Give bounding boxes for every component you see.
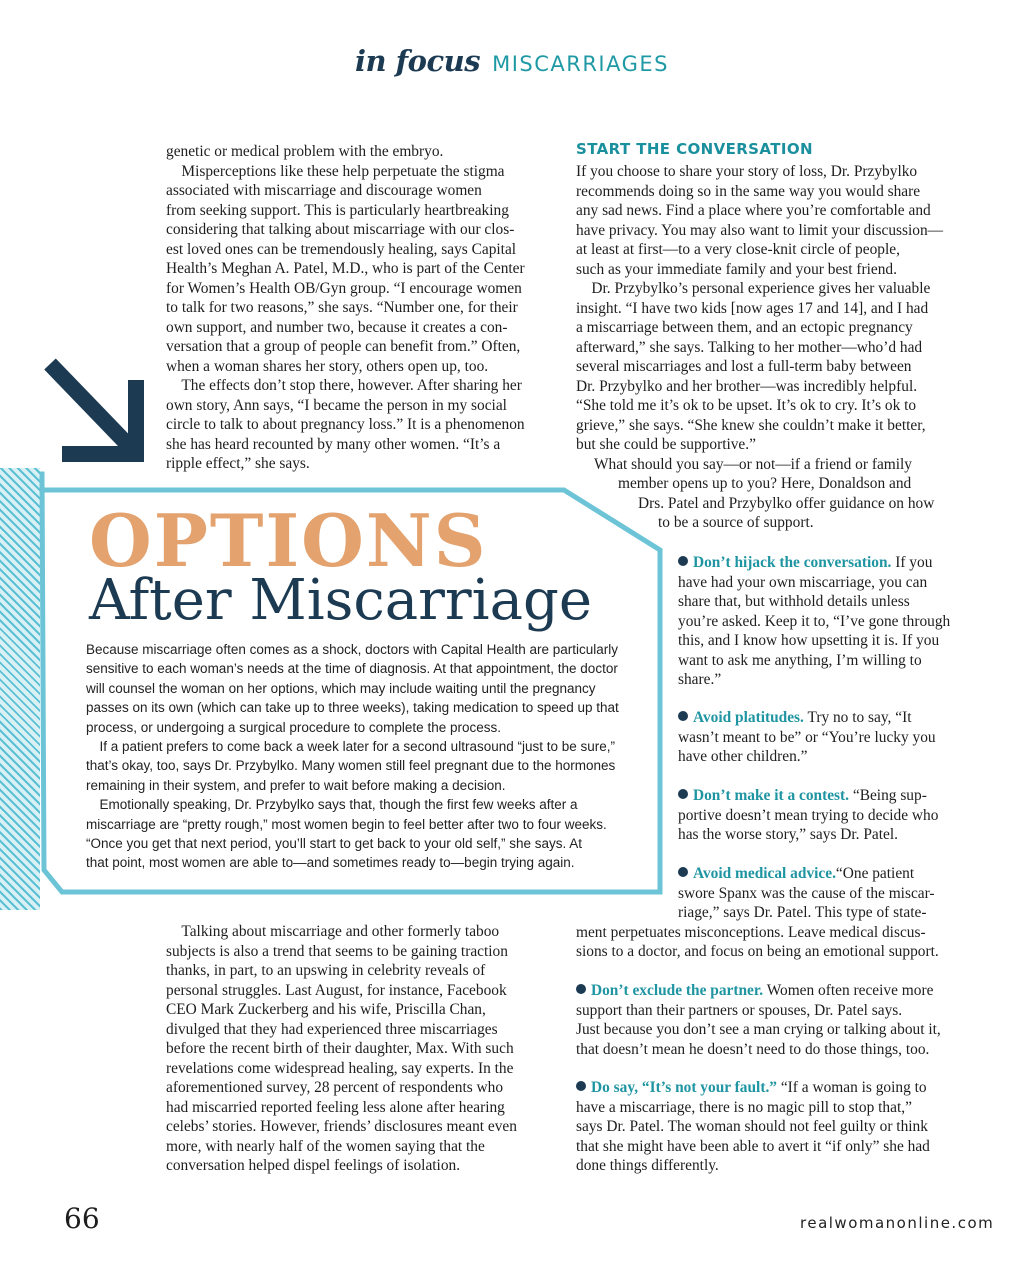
options-body-line: process, or undergoing a surgical procedure to complete the process. xyxy=(86,719,501,735)
text-line: aforementioned survey, 28 percent of respondents who xyxy=(166,1079,504,1096)
website-url: realwomanonline.com xyxy=(800,1214,995,1232)
tip-lead: Don’t exclude the partner. xyxy=(591,982,764,999)
text-line: more, with nearly half of the women saying that the xyxy=(166,1137,485,1155)
tip-line: has the worse story,” says Dr. Patel. xyxy=(678,826,898,843)
tip-line: sions to a doctor, and focus on being an emotional support. xyxy=(576,943,939,960)
page-number: 66 xyxy=(64,1202,100,1235)
tip-lead: Don’t hijack the conversation. xyxy=(693,554,892,571)
options-subtitle: After Miscarriage xyxy=(89,568,592,633)
tip-line: says Dr. Patel. The woman should not feel guilty or think xyxy=(576,1118,928,1135)
text-line: est loved ones can be tremendously healing, says Capital xyxy=(166,240,517,258)
tip-line: have other children.” xyxy=(678,748,808,765)
text-line: personal struggles. Last August, for instance, Facebook xyxy=(166,981,507,999)
tip-line: portive doesn’t mean trying to decide who xyxy=(678,806,939,824)
text-line: recommends doing so in the same way you would share xyxy=(576,182,921,200)
text-line: conversation helped dispel feelings of isolation. xyxy=(166,1157,461,1174)
tip-lead: Avoid medical advice. xyxy=(693,865,836,882)
tip-line: riage,” says Dr. Patel. This type of state- xyxy=(678,904,927,921)
tip-item xyxy=(576,1078,927,1098)
tip-line: support than their partners or spouses, Dr. Patel says. xyxy=(576,1001,903,1019)
text-line: she has heard recounted by many other women. “It’s a xyxy=(166,435,501,453)
page-header xyxy=(0,44,1024,78)
text-line: celebs’ stories. However, friends’ disclosures meant even xyxy=(166,1118,517,1135)
tip-item xyxy=(678,786,927,806)
options-body-line: sensitive to each woman’s needs at the time of diagnosis. At that appointment, the doctor xyxy=(86,661,618,677)
text-line: but she could be supportive.” xyxy=(576,436,756,453)
options-body-line: that’s okay, too, says Dr. Przybylko. Many women still feel pregnant due to the hormones xyxy=(86,758,616,774)
options-body-line: passes on its own (which can take up to three weeks), taking medication to speed up that xyxy=(86,700,619,716)
tip-item xyxy=(678,553,932,573)
tip-line: wasn’t meant to be” or “You’re lucky you xyxy=(678,728,936,746)
options-body-line: Because miscarriage often comes as a shock, doctors with Capital Health are particularly xyxy=(86,642,618,657)
tip-line: Just because you don’t see a man crying or talking about it, xyxy=(576,1021,941,1038)
text-line: grieve,” she says. “She knew she couldn’t make it better, xyxy=(576,416,926,434)
options-body-line: Emotionally speaking, Dr. Przybylko says that, though the first few weeks after a xyxy=(86,797,578,813)
section-topic: MISCARRIAGES xyxy=(492,52,669,76)
tip-line: done things differently. xyxy=(576,1157,719,1174)
text-line: have privacy. You may also want to limit your discussion— xyxy=(576,221,944,239)
text-line: Talking about miscarriage and other formerly taboo xyxy=(166,923,500,940)
text-line: own support, and number two, because it creates a con- xyxy=(166,318,508,336)
tip-lead: Avoid platitudes. xyxy=(693,709,804,726)
tip-line: share that, but withhold details unless xyxy=(678,593,910,610)
tip-item xyxy=(678,708,912,728)
tip-text: If you xyxy=(891,554,933,571)
text-line: from seeking support. This is particularly heartbreaking xyxy=(166,201,509,219)
tip-line: share.” xyxy=(678,671,722,688)
tip-line: this, and I know how upsetting it is. If you xyxy=(678,632,940,649)
text-line: a miscarriage between them, and an ectopic pregnancy xyxy=(576,319,913,336)
text-line: to be a source of support. xyxy=(658,514,814,531)
tip-line: you’re asked. Keep it to, “I’ve gone through xyxy=(678,612,951,630)
options-body-line: “Once you get that next period, you’ll start to get back to your old self,” she says. At xyxy=(86,836,583,851)
bullet-dot-icon xyxy=(576,1081,586,1091)
tip-line: that she might have been able to avert it “if only” she had xyxy=(576,1137,930,1155)
options-title: OPTIONS xyxy=(89,498,488,583)
tip-line: want to ask me anything, I’m willing to xyxy=(678,651,922,669)
options-body-line: remaining in their system, and prefer to wait before making a decision. xyxy=(86,777,506,793)
tip-line: swore Spanx was the cause of the miscar- xyxy=(678,884,935,902)
text-line: circle to talk to about pregnancy loss.” It is a phenomenon xyxy=(166,416,525,433)
text-line: insight. “I have two kids [now ages 17 and 14], and I had xyxy=(576,299,929,317)
text-line: own story, Ann says, “I became the person in my social xyxy=(166,396,507,414)
text-line: subjects is also a trend that seems to be gaining traction xyxy=(166,942,508,960)
text-line: thanks, in part, to an upswing in celebrity reveals of xyxy=(166,962,486,979)
tip-line: have had your own miscarriage, you can xyxy=(678,573,928,591)
bullet-dot-icon xyxy=(678,556,688,566)
text-line: member opens up to you? Here, Donaldson and xyxy=(618,475,912,492)
text-line: divulged that they had experienced three miscarriages xyxy=(166,1020,498,1038)
text-line: considering that talking about miscarriage with our clos- xyxy=(166,221,515,238)
diagonal-arrow-icon xyxy=(40,352,150,472)
text-line: such as your immediate family and your best friend. xyxy=(576,260,897,278)
tip-line: that doesn’t mean he doesn’t need to do those things, too. xyxy=(576,1040,930,1058)
options-body-line: If a patient prefers to come back a week later for a second ultrasound “just to be sure,” xyxy=(86,739,616,754)
text-line: If you choose to share your story of loss, Dr. Przybylko xyxy=(576,163,918,180)
text-line: associated with miscarriage and discourage women xyxy=(166,182,482,199)
text-line: when a woman shares her story, others open up, too. xyxy=(166,357,489,375)
text-line: The effects don’t stop there, however. After sharing her xyxy=(166,377,522,394)
tip-item xyxy=(576,981,933,1001)
text-line: Health’s Meghan A. Patel, M.D., who is part of the Center xyxy=(166,260,525,277)
text-line: CEO Mark Zuckerberg and his wife, Priscilla Chan, xyxy=(166,1001,486,1018)
text-line: for Women’s Health OB/Gyn group. “I encourage women xyxy=(166,279,522,297)
text-line: What should you say—or not—if a friend or family xyxy=(594,455,913,473)
tip-text: “If a woman is going to xyxy=(777,1079,927,1096)
text-line: “She told me it’s ok to be upset. It’s ok to cry. It’s ok to xyxy=(576,397,917,414)
bullet-dot-icon xyxy=(678,711,688,721)
text-line: genetic or medical problem with the embryo. xyxy=(166,143,444,160)
tip-lead: Don’t make it a contest. xyxy=(693,787,850,804)
tip-line: have a miscarriage, there is no magic pill to stop that,” xyxy=(576,1098,912,1116)
tip-item xyxy=(678,864,914,884)
text-line: versation that a group of people can benefit from.” Often, xyxy=(166,338,521,355)
text-line: Misperceptions like these help perpetuate the stigma xyxy=(166,162,505,180)
bullet-dot-icon xyxy=(678,867,688,877)
text-line: had miscarried reported feeling less alone after hearing xyxy=(166,1098,505,1116)
text-line: any sad news. Find a place where you’re comfortable and xyxy=(576,202,931,219)
text-line: at least at first—to a very close-knit circle of people, xyxy=(576,241,900,258)
section-label: in focus xyxy=(354,44,481,78)
text-line: to talk for two reasons,” she says. “Number one, for their xyxy=(166,299,518,316)
text-line: Dr. Przybylko’s personal experience gives her valuable xyxy=(576,280,931,297)
tip-text: Try no to say, “It xyxy=(803,709,912,726)
text-line: ripple effect,” she says. xyxy=(166,455,310,472)
options-body-line: that point, most women are able to—and sometimes ready to—begin trying again. xyxy=(86,855,575,871)
tip-line: ment perpetuates misconceptions. Leave medical discus- xyxy=(576,923,926,941)
options-body-line: will counsel the woman on her options, which may include waiting until the pregnancy xyxy=(86,680,596,696)
tip-text: Women often receive more xyxy=(763,982,934,999)
text-line: before the recent birth of their daughter, Max. With such xyxy=(166,1040,514,1057)
tip-lead: Do say, “It’s not your fault.” xyxy=(591,1079,777,1096)
text-line: Drs. Patel and Przybylko offer guidance on how xyxy=(638,494,935,512)
text-line: several miscarriages and lost a full-term baby between xyxy=(576,358,912,375)
text-line: afterward,” she says. Talking to her mother—who’d had xyxy=(576,338,923,356)
bullet-dot-icon xyxy=(576,984,586,994)
text-line: revelations come widespread healing, say experts. In the xyxy=(166,1059,514,1077)
section-heading: START THE CONVERSATION xyxy=(576,140,813,158)
text-line: Dr. Przybylko and her brother—was incredibly helpful. xyxy=(576,377,918,395)
tip-text: “One patient xyxy=(835,865,915,882)
options-body-line: miscarriage are “pretty rough,” most women begin to feel better after two to four weeks. xyxy=(86,816,607,832)
tip-text: “Being sup- xyxy=(849,787,927,804)
bullet-dot-icon xyxy=(678,789,688,799)
